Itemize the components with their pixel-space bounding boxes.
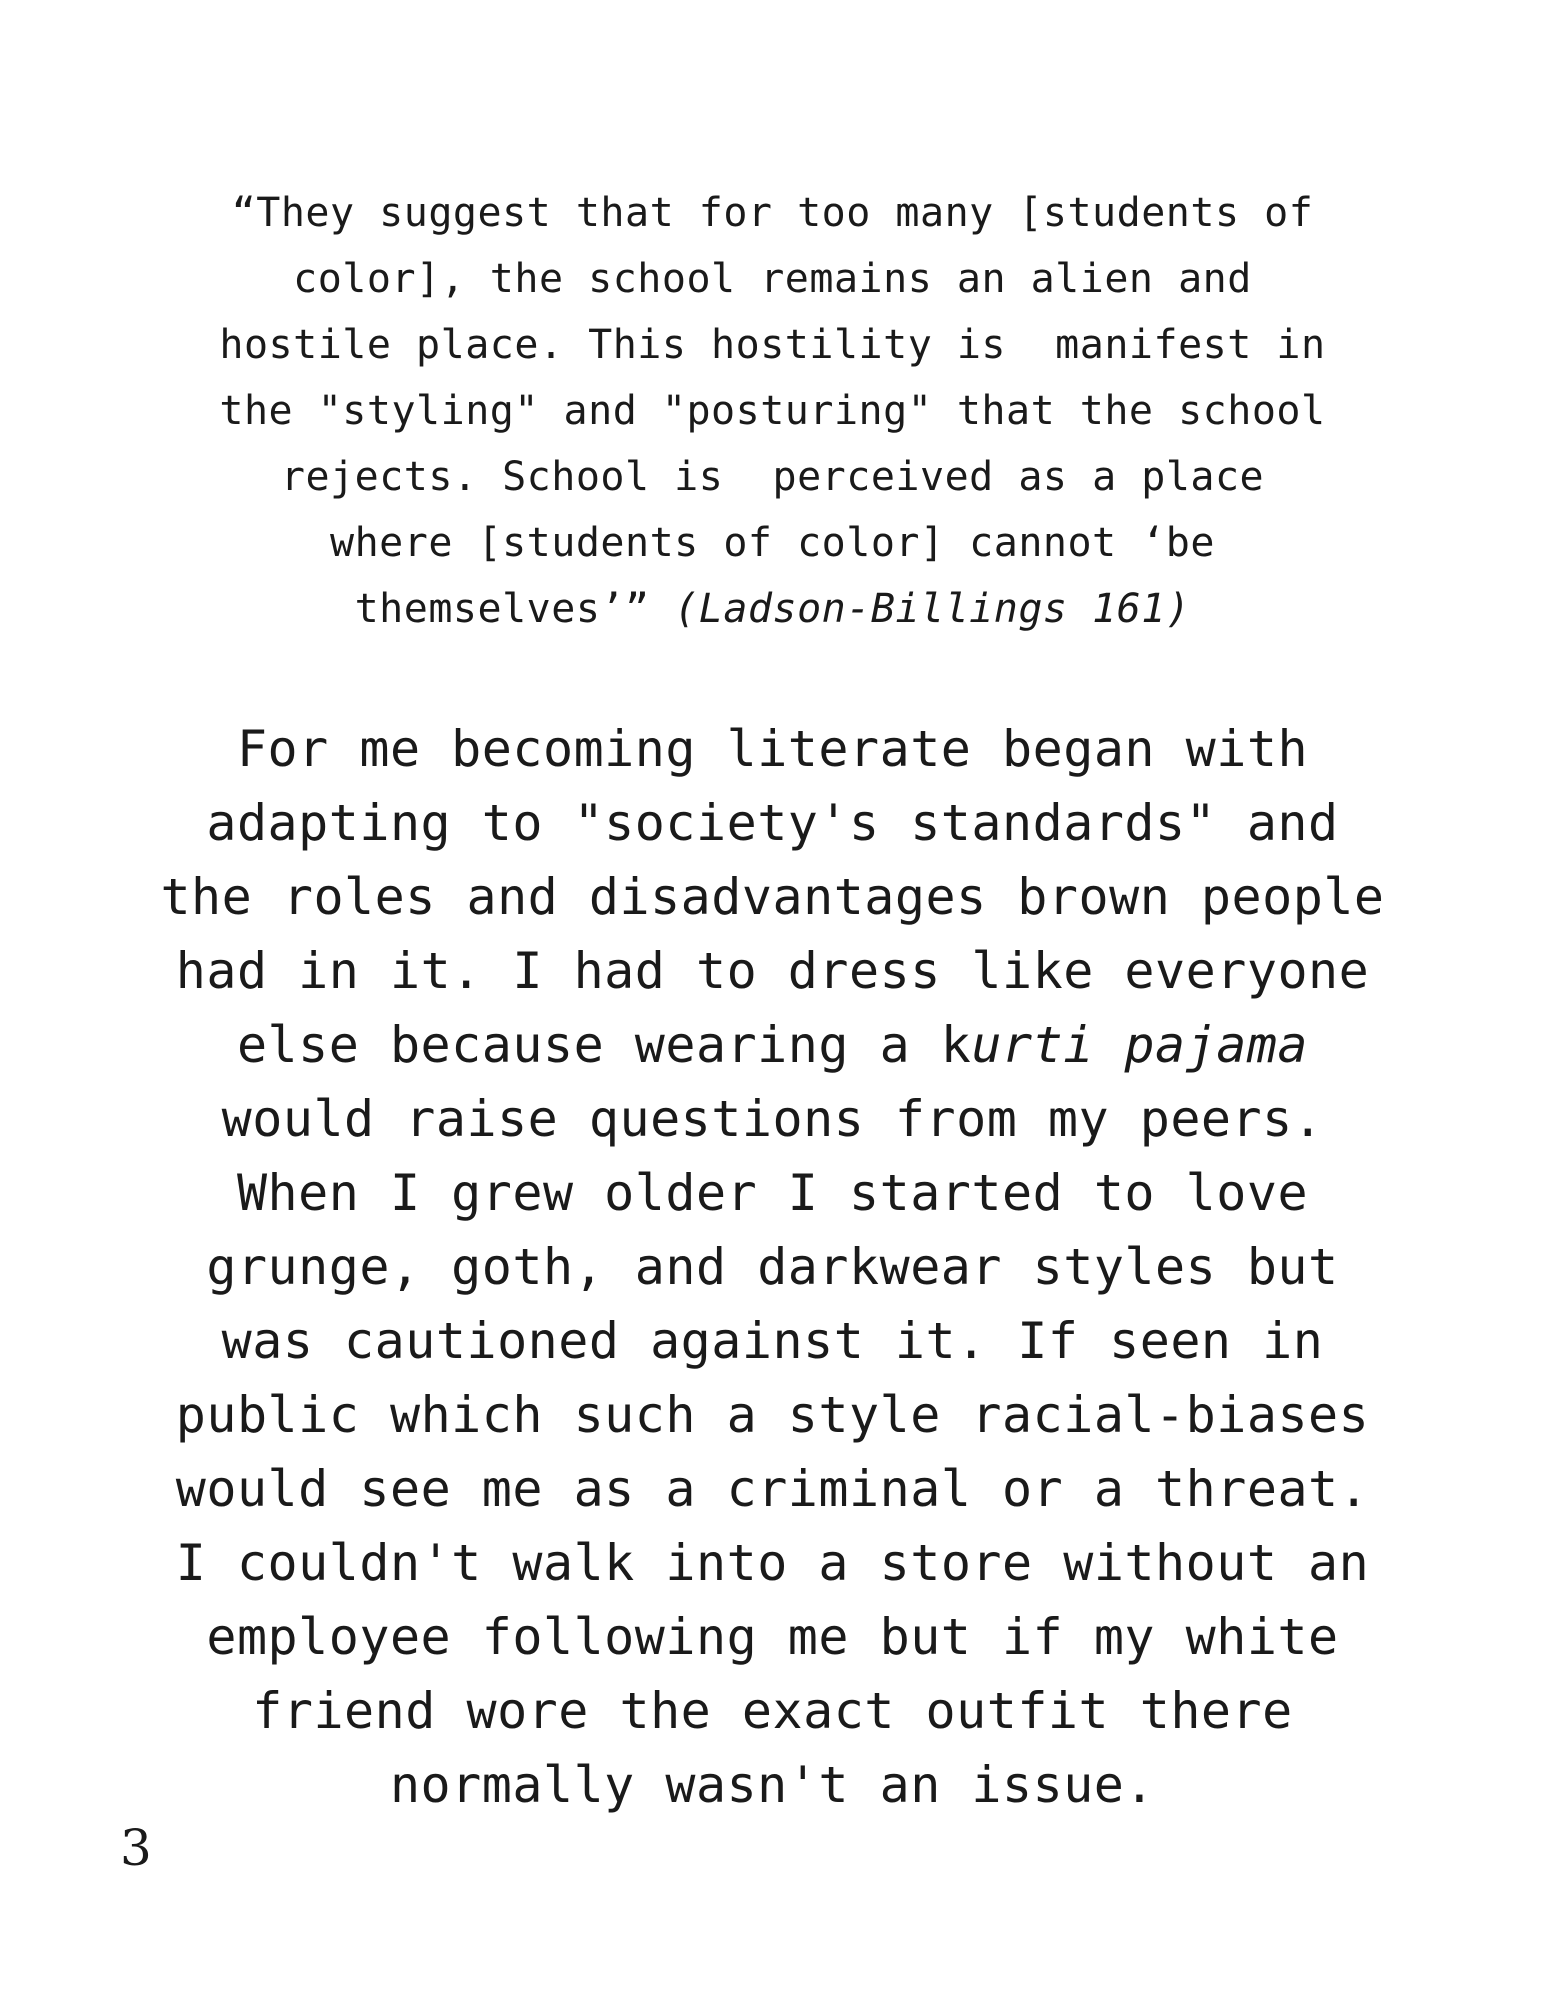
block-quote (150, 180, 1395, 642)
quote-line: hostile place. This hostility is manifest in (219, 322, 1326, 368)
body-line: would raise questions from my peers. (221, 1090, 1324, 1148)
quote-line: the "styling" and "posturing" that the school (219, 388, 1326, 434)
body-line: grunge, goth, and darkwear styles but (206, 1238, 1339, 1296)
quote-line-text: themselves’” (354, 586, 675, 632)
quote-line: rejects. School is perceived as a place (280, 454, 1265, 500)
quote-citation: (Ladson-Billings 161) (674, 586, 1191, 632)
quote-last-line (150, 576, 1395, 642)
body-line-text: else because wearing a k (236, 1016, 972, 1074)
body-line: normally wasn't an issue. (389, 1756, 1156, 1814)
body-line: would see me as a criminal or a threat. (175, 1460, 1370, 1518)
body-line: friend wore the exact outfit there (252, 1682, 1293, 1740)
body-line: public which such a style racial-biases (175, 1386, 1370, 1444)
body-line: When I grew older I started to love (236, 1164, 1309, 1222)
body-line: had in it. I had to dress like everyone (175, 942, 1370, 1000)
body-line (150, 1008, 1395, 1082)
quote-line: “They suggest that for too many [students of (231, 190, 1314, 236)
body-line: For me becoming literate began with (236, 720, 1309, 778)
page-number: 3 (120, 1819, 152, 1877)
body-line: the roles and disadvantages brown people (160, 868, 1385, 926)
body-line: adapting to "society's standards" and (206, 794, 1339, 852)
body-line: was cautioned against it. If seen in (221, 1312, 1324, 1370)
body-line: I couldn't walk into a store without an (175, 1534, 1370, 1592)
quote-line: where [students of color] cannot ‘be (330, 520, 1215, 566)
body-paragraph (150, 712, 1395, 1822)
body-line: employee following me but if my white (206, 1608, 1339, 1666)
italic-term: urti pajama (971, 1016, 1309, 1074)
quote-line: color], the school remains an alien and (293, 256, 1252, 302)
